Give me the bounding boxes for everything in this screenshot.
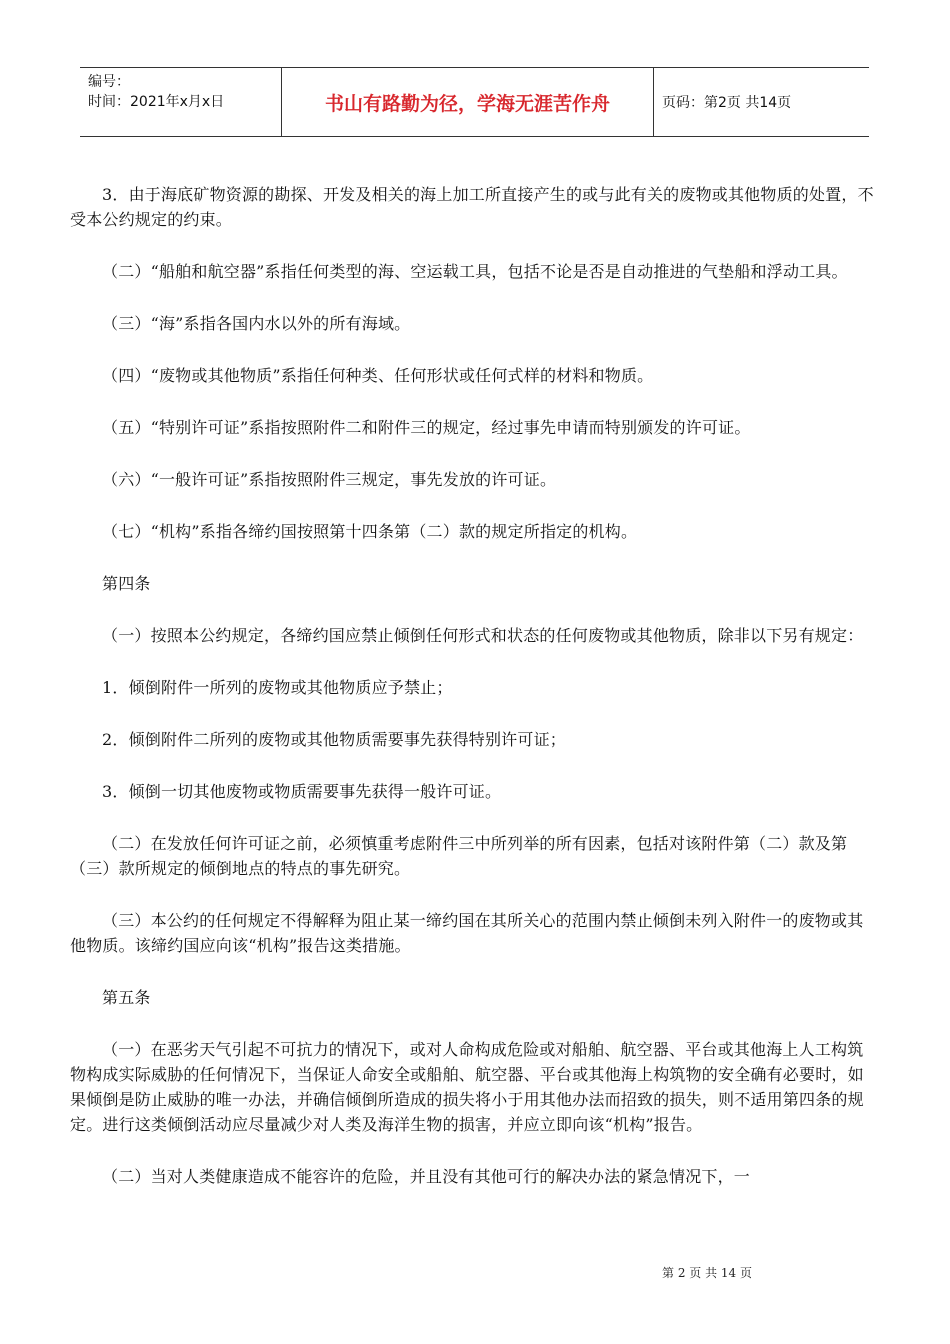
paragraph: 1．倾倒附件一所列的废物或其他物质应予禁止； bbox=[102, 678, 453, 697]
paragraph: 2．倾倒附件二所列的废物或其他物质需要事先获得特别许可证； bbox=[102, 730, 566, 749]
paragraph: 3．由于海底矿物资源的勘探、开发及相关的海上加工所直接产生的或与此有关的废物或其他物质的处置，不受本公约规定的约束。 bbox=[70, 185, 874, 229]
paragraph: （一）按照本公约规定，各缔约国应禁止倾倒任何形式和状态的任何废物或其他物质，除非以下另有规定： bbox=[102, 626, 864, 645]
paragraph: （三）本公约的任何规定不得解释为阻止某一缔约国在其所关心的范围内禁止倾倒未列入附件一的废物或其他物质。该缔约国应向该“机构”报告这类措施。 bbox=[70, 911, 864, 955]
header-meta bbox=[80, 68, 282, 136]
paragraph: （四）“废物或其他物质”系指任何种类、任何形状或任何式样的材料和物质。 bbox=[102, 366, 654, 385]
document-body bbox=[70, 182, 878, 1189]
article-heading: 第五条 bbox=[102, 988, 151, 1007]
page-footer: 第 2 页 共 14 页 bbox=[662, 1266, 752, 1280]
date-label: 时间：2021年x月x日 bbox=[88, 94, 225, 110]
paragraph: （七）“机构”系指各缔约国按照第十四条第（二）款的规定所指定的机构。 bbox=[102, 522, 638, 541]
paragraph: （五）“特别许可证”系指按照附件二和附件三的规定，经过事先申请而特别颁发的许可证。 bbox=[102, 418, 751, 437]
paragraph: （二）在发放任何许可证之前，必须慎重考虑附件三中所列举的所有因素，包括对该附件第（二）款及第（三）款所规定的倾倒地点的特点的事先研究。 bbox=[70, 834, 848, 878]
document-header bbox=[80, 67, 869, 137]
paragraph: （三）“海”系指各国内水以外的所有海域。 bbox=[102, 314, 411, 333]
paragraph: （二）“船舶和航空器”系指任何类型的海、空运载工具，包括不论是否是自动推进的气垫船和浮动工具。 bbox=[102, 262, 848, 281]
paragraph: （六）“一般许可证”系指按照附件三规定，事先发放的许可证。 bbox=[102, 470, 557, 489]
paragraph: 3．倾倒一切其他废物或物质需要事先获得一般许可证。 bbox=[102, 782, 502, 801]
paragraph: （二）当对人类健康造成不能容许的危险，并且没有其他可行的解决办法的紧急情况下，一 bbox=[102, 1167, 751, 1186]
header-page-info: 页码：第2页 共14页 bbox=[662, 95, 792, 111]
article-heading: 第四条 bbox=[102, 574, 151, 593]
number-label: 编号： bbox=[88, 74, 130, 90]
paragraph: （一）在恶劣天气引起不可抗力的情况下，或对人命构成危险或对船舶、航空器、平台或其他海上人工构筑物构成实际威胁的任何情况下，当保证人命安全或船舶、航空器、平台或其他海上构筑物的安全确有必要时，如果倾倒是防止威胁的唯一办法，并确信倾倒所造成的损失将小于用其他办法而招致的损失，则不适用第四条的规定。进行这类倾倒活动应尽量减少对人类及海洋生物的损害，并应立即向该“机构”报告。 bbox=[70, 1040, 864, 1134]
header-motto: 书山有路勤为径，学海无涯苦作舟 bbox=[282, 68, 654, 136]
